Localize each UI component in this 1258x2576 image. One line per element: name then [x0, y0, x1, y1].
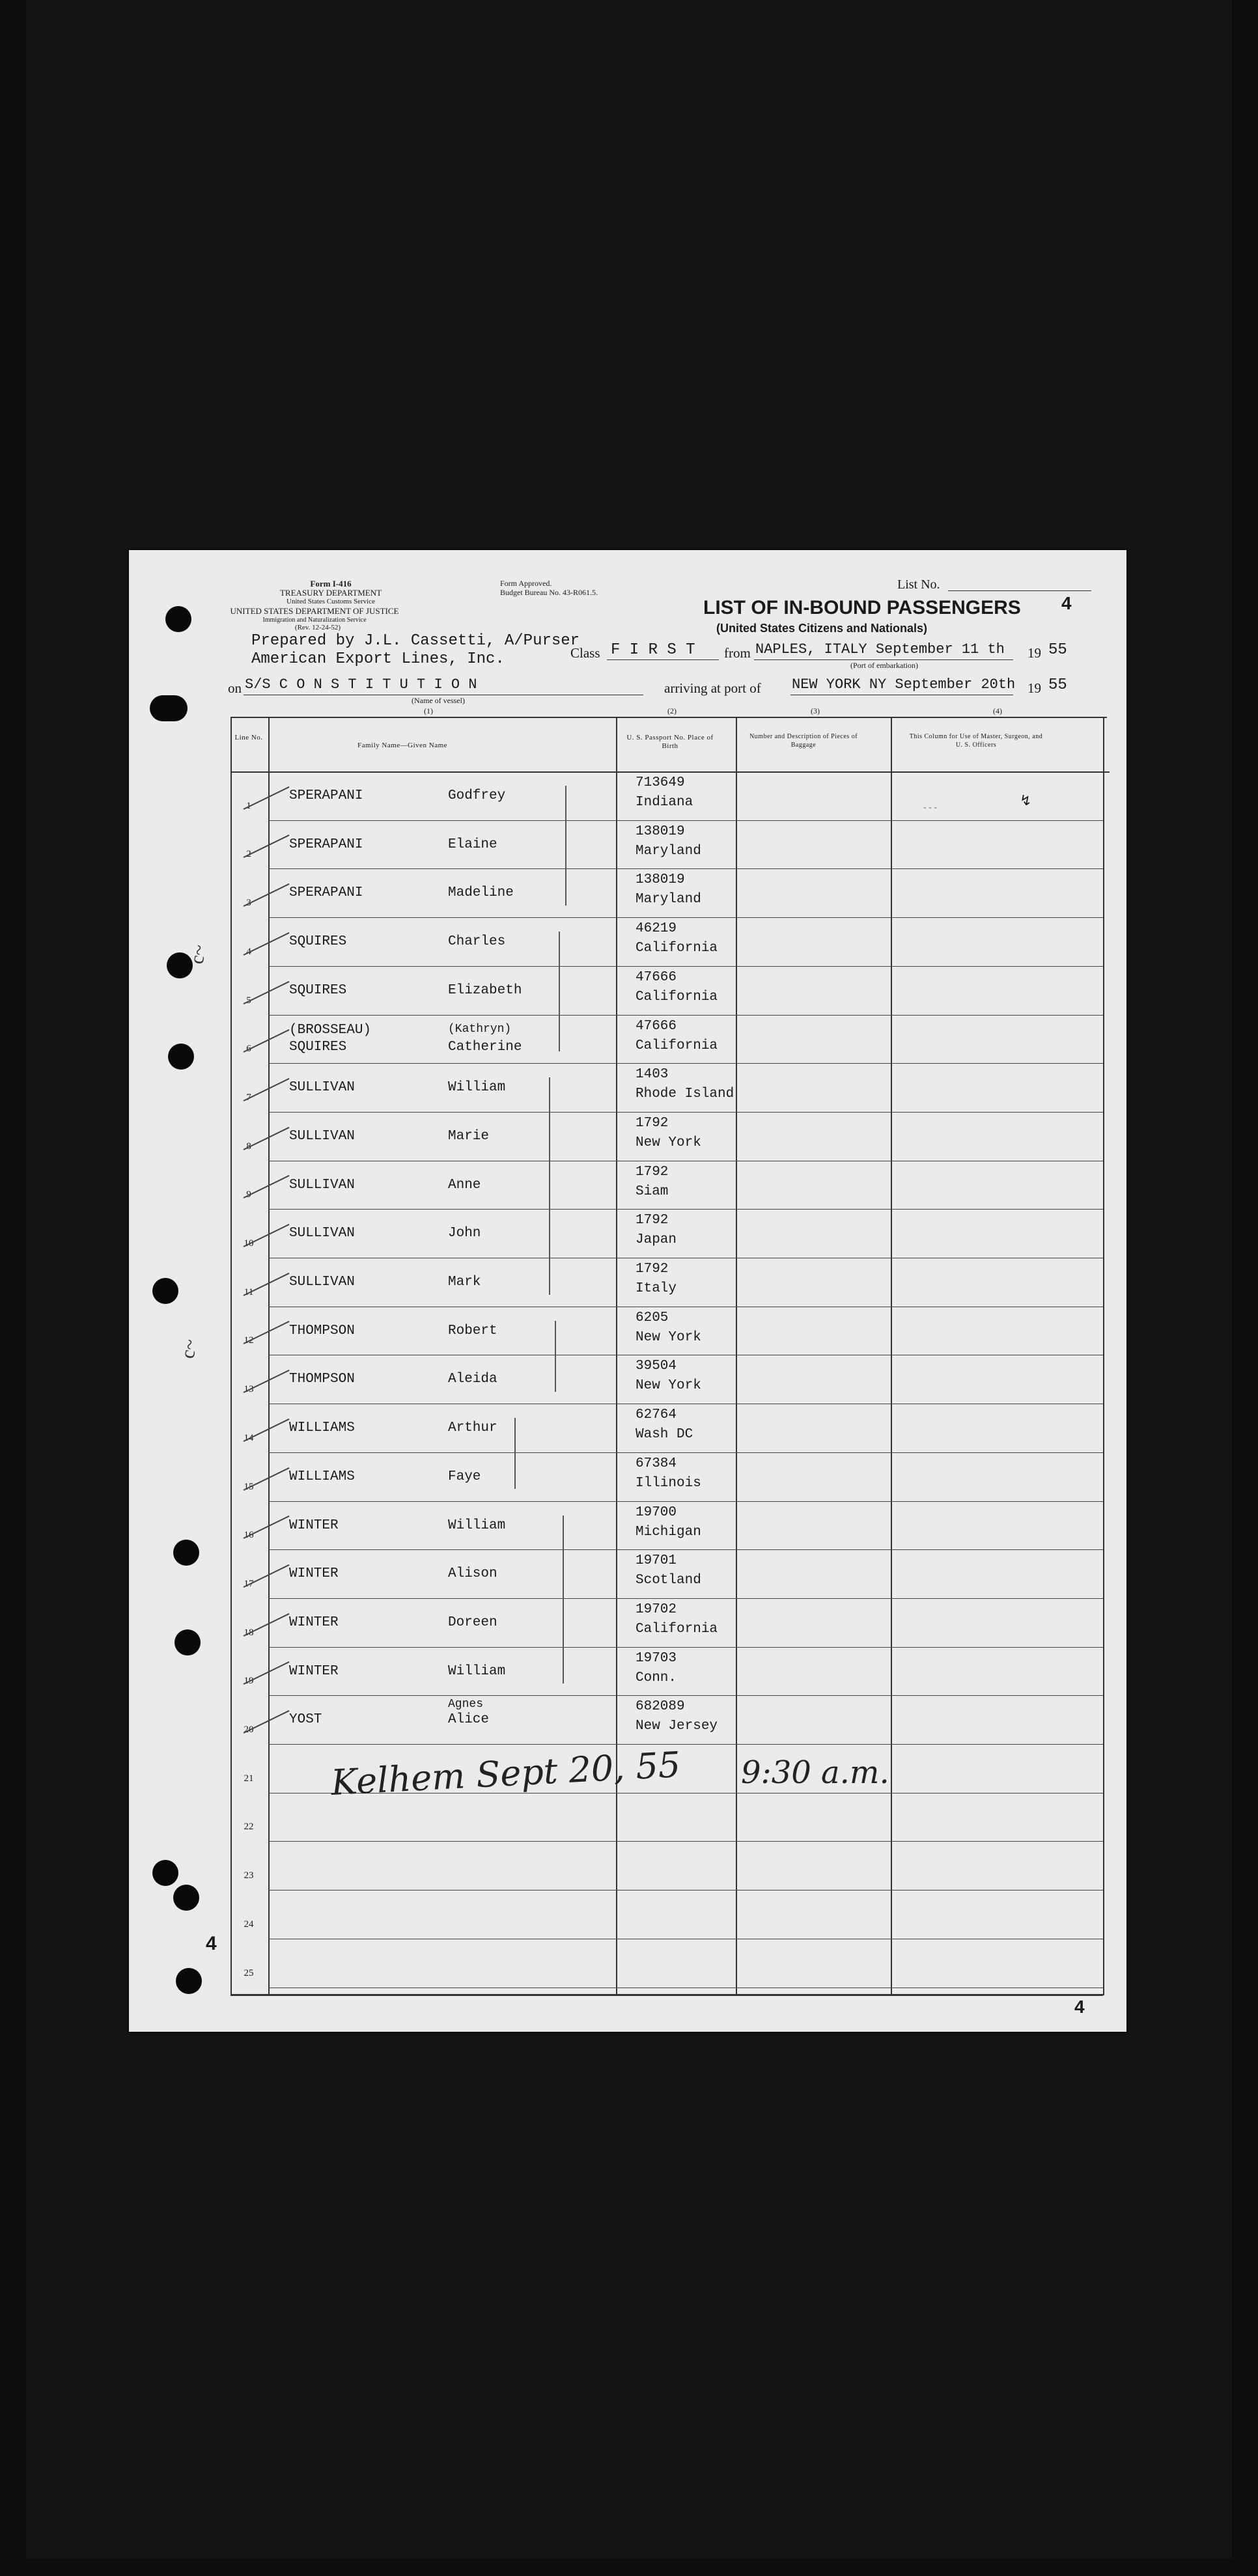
given-name: Godfrey: [448, 788, 506, 803]
place-of-birth: New York: [636, 1329, 701, 1345]
budget-bureau: Budget Bureau No. 43-R061.5.: [500, 588, 598, 597]
given-name: Mark: [448, 1275, 481, 1290]
row-check-stroke: [244, 980, 290, 1004]
given-name: Doreen: [448, 1614, 497, 1630]
officer-tick-mark: ↯: [1020, 792, 1032, 809]
place-of-birth: Illinois: [636, 1475, 701, 1491]
col-num-3: (3): [811, 706, 820, 715]
family-group-bracket: [559, 932, 560, 1051]
given-name: Madeline: [448, 885, 514, 901]
row-check-stroke: [244, 1613, 290, 1637]
on-label: on: [228, 680, 242, 696]
passport-number: 682089: [636, 1699, 685, 1715]
row-check-stroke: [244, 835, 290, 858]
place-of-birth: Maryland: [636, 892, 701, 907]
row-check-stroke: [244, 1370, 290, 1393]
table-top-rule: [231, 717, 1107, 718]
given-name: Aleida: [448, 1372, 497, 1387]
justice-dept: UNITED STATES DEPARTMENT OF JUSTICE: [230, 606, 399, 616]
row-rule: [268, 1647, 1103, 1648]
row-number: 25: [244, 1967, 254, 1978]
row-number: 14: [244, 1432, 254, 1443]
family-name: WINTER: [289, 1663, 339, 1679]
margin-number: 4: [206, 1933, 217, 1954]
row-check-stroke: [244, 1419, 290, 1442]
row-rule: [268, 868, 1103, 869]
line-col-right: [268, 717, 270, 1995]
given-name: Robert: [448, 1323, 497, 1338]
row-check-stroke: [244, 1175, 290, 1198]
passenger-table: [129, 550, 1126, 2032]
row-rule: [268, 1987, 1103, 1988]
family-group-bracket: [563, 1516, 564, 1684]
row-number: 19: [244, 1676, 254, 1687]
row-number: 1: [246, 800, 251, 811]
row-number: 18: [244, 1627, 254, 1638]
form-subtitle: (United States Citizens and Nationals): [716, 622, 928, 635]
row-rule: [268, 820, 1103, 821]
family-name: SULLIVAN: [289, 1177, 355, 1193]
list-number-value: 4: [1061, 593, 1072, 613]
row-check-stroke: [244, 1078, 290, 1101]
given-name-note: Agnes: [448, 1698, 484, 1711]
vessel-caption: (Name of vessel): [412, 696, 465, 705]
given-name: Elaine: [448, 837, 497, 852]
row-number: 6: [246, 1044, 251, 1055]
handwritten-signature-date: Kelhem Sept 20, 55: [329, 1743, 682, 1804]
arriving-label: arriving at port of: [664, 680, 761, 696]
port-embark-caption: (Port of embarkation): [850, 661, 918, 670]
row-number: 12: [244, 1335, 254, 1346]
col-num-4: (4): [993, 706, 1002, 715]
place-of-birth: New York: [636, 1378, 701, 1394]
family-name: THOMPSON: [289, 1372, 355, 1387]
row-check-stroke: [244, 1029, 290, 1053]
row-rule: [268, 1209, 1103, 1210]
row-number: 2: [246, 849, 251, 860]
passport-number: 19703: [636, 1650, 677, 1666]
row-number: 9: [246, 1189, 251, 1200]
row-number: 5: [246, 995, 251, 1006]
passport-number: 62764: [636, 1407, 677, 1423]
col-num-1: (1): [424, 706, 433, 715]
row-check-stroke: [244, 1710, 290, 1734]
year2-suffix: 55: [1048, 676, 1067, 694]
given-name: Alison: [448, 1566, 497, 1582]
family-name: WINTER: [289, 1566, 339, 1582]
form-number: Form I-416: [310, 579, 352, 589]
place-of-birth: California: [636, 1621, 718, 1637]
given-name: Elizabeth: [448, 982, 522, 998]
arrival-value: NEW YORK NY September 20th: [792, 676, 1016, 693]
family-name: YOST: [289, 1712, 322, 1728]
row-rule: [268, 1015, 1103, 1016]
row-check-stroke: [244, 932, 290, 956]
passport-number: 19701: [636, 1553, 677, 1569]
from-value: NAPLES, ITALY September 11 th: [755, 641, 1005, 658]
family-name: SULLIVAN: [289, 1226, 355, 1241]
place-of-birth: Michigan: [636, 1524, 701, 1540]
passport-number: 1792: [636, 1262, 669, 1277]
row-rule: [268, 1841, 1103, 1842]
row-rule: [268, 1695, 1103, 1696]
family-name: SULLIVAN: [289, 1128, 355, 1144]
given-name: Anne: [448, 1177, 481, 1193]
hdr-line-no: Line No.: [234, 734, 263, 741]
place-of-birth: Siam: [636, 1184, 669, 1199]
family-name: THOMPSON: [289, 1323, 355, 1338]
place-of-birth: Italy: [636, 1281, 677, 1296]
given-name: John: [448, 1226, 481, 1241]
row-check-stroke: [244, 786, 290, 810]
passport-number: 6205: [636, 1310, 669, 1325]
family-group-bracket: [514, 1418, 516, 1489]
row-check-stroke: [244, 1564, 290, 1588]
place-of-birth: Scotland: [636, 1573, 701, 1588]
class-value: F I R S T: [611, 641, 695, 659]
line-col-left: [231, 717, 232, 1995]
passport-number: 46219: [636, 921, 677, 937]
place-of-birth: California: [636, 989, 718, 1004]
row-number: 10: [244, 1238, 254, 1249]
passport-number: 47666: [636, 1018, 677, 1034]
given-name: William: [448, 1663, 506, 1679]
place-of-birth: Japan: [636, 1232, 677, 1248]
family-name: SPERAPANI: [289, 885, 363, 901]
family-group-bracket: [565, 786, 566, 906]
family-name: WINTER: [289, 1517, 339, 1533]
handwritten-time: 9:30 a.m.: [741, 1754, 889, 1791]
place-of-birth: Rhode Island: [636, 1087, 734, 1102]
hdr-officers: This Column for Use of Master, Surgeon, and U. S. Officers: [909, 733, 1043, 749]
given-name: Arthur: [448, 1420, 497, 1436]
passport-number: 713649: [636, 775, 685, 790]
given-name: William: [448, 1080, 506, 1096]
family-name: SPERAPANI: [289, 837, 363, 852]
given-name: Alice: [448, 1712, 490, 1728]
given-name: Charles: [448, 934, 506, 950]
place-of-birth: Wash DC: [636, 1427, 693, 1443]
margin-check-mark: c~: [176, 1337, 202, 1361]
family-name: WINTER: [289, 1614, 339, 1630]
row-number: 11: [244, 1286, 254, 1297]
family-group-bracket: [555, 1321, 556, 1392]
given-name-note: (Kathryn): [448, 1022, 512, 1036]
row-number: 4: [246, 946, 251, 957]
family-name: SPERAPANI: [289, 788, 363, 803]
row-number: 13: [244, 1384, 254, 1395]
baggage-col-right: [891, 717, 892, 1995]
name-col-right: [616, 717, 617, 1995]
row-check-stroke: [244, 1321, 290, 1344]
passport-number: 138019: [636, 824, 685, 839]
family-name: SULLIVAN: [289, 1275, 355, 1290]
row-rule: [268, 1744, 1103, 1745]
row-rule: [268, 1063, 1103, 1064]
row-rule: [268, 917, 1103, 918]
passport-number: 19702: [636, 1601, 677, 1617]
row-number: 22: [244, 1821, 254, 1833]
revision-date: (Rev. 12-24-52): [294, 624, 341, 631]
table-header-rule: [231, 771, 1110, 773]
class-label: Class: [570, 645, 600, 661]
given-name: William: [448, 1517, 506, 1533]
row-number: 24: [244, 1918, 254, 1930]
year1-suffix: 55: [1048, 641, 1067, 659]
place-of-birth: California: [636, 941, 718, 956]
row-check-stroke: [244, 1467, 290, 1490]
passport-number: 47666: [636, 969, 677, 985]
given-name: Catherine: [448, 1039, 522, 1055]
row-check-stroke: [244, 1273, 290, 1296]
row-check-stroke: [244, 883, 290, 907]
family-name: WILLIAMS: [289, 1420, 355, 1436]
row-rule: [268, 1549, 1103, 1550]
customs-service: United States Customs Service: [287, 598, 375, 605]
hdr-name: Family Name—Given Name: [357, 741, 448, 749]
hdr-passport: U. S. Passport No. Place of Birth: [626, 734, 714, 750]
row-check-stroke: [244, 1516, 290, 1539]
row-rule: [268, 1452, 1103, 1453]
from-label: from: [724, 645, 751, 661]
footer-page-number: 4: [1074, 1997, 1085, 2017]
passport-number: 1403: [636, 1067, 669, 1083]
place-of-birth: New Jersey: [636, 1719, 718, 1734]
family-name: SULLIVAN: [289, 1080, 355, 1096]
family-name: SQUIRES: [289, 934, 347, 950]
family-name: WILLIAMS: [289, 1469, 355, 1484]
row-number: 16: [244, 1530, 254, 1541]
family-name: SQUIRES: [289, 982, 347, 998]
prepared-by: Prepared by J.L. Cassetti, A/Purser: [251, 632, 580, 650]
manifest-page: [129, 550, 1126, 2032]
passport-number: 138019: [636, 872, 685, 888]
passport-number: 39504: [636, 1359, 677, 1374]
passport-number: 19700: [636, 1504, 677, 1520]
given-name: Marie: [448, 1128, 490, 1144]
family-name-note: (BROSSEAU): [289, 1022, 372, 1038]
row-number: 20: [244, 1724, 254, 1735]
table-bottom-rule: [231, 1994, 1103, 1996]
year2-prefix: 19: [1027, 680, 1041, 696]
row-rule: [268, 966, 1103, 967]
treasury-dept: TREASURY DEPARTMENT: [279, 588, 382, 598]
row-number: 3: [246, 898, 251, 909]
row-number: 15: [244, 1481, 254, 1492]
passport-number: 1792: [636, 1115, 669, 1131]
place-of-birth: New York: [636, 1135, 701, 1150]
hdr-baggage: Number and Description of Pieces of Baggage: [749, 733, 858, 749]
family-group-bracket: [549, 1077, 550, 1295]
row-check-stroke: [244, 1127, 290, 1150]
row-rule: [268, 1598, 1103, 1599]
row-number: 23: [244, 1870, 254, 1881]
row-number: 7: [246, 1092, 251, 1103]
margin-check-mark: c~: [186, 943, 211, 966]
family-name: SQUIRES: [289, 1039, 347, 1055]
row-number: 17: [244, 1578, 254, 1589]
passport-number: 1792: [636, 1213, 669, 1228]
place-of-birth: Maryland: [636, 843, 701, 859]
row-rule: [268, 1501, 1103, 1502]
officer-dash-mark: - - -: [923, 803, 937, 812]
table-right: [1103, 717, 1104, 1995]
vessel-value: S/S C O N S T I T U T I O N: [245, 676, 477, 693]
row-check-stroke: [244, 1224, 290, 1247]
row-number: 8: [246, 1141, 251, 1152]
year1-prefix: 19: [1027, 645, 1041, 661]
list-number-label: List No.: [897, 577, 940, 592]
place-of-birth: California: [636, 1038, 718, 1053]
place-of-birth: Indiana: [636, 795, 693, 810]
ins-service: Immigration and Naturalization Service: [262, 616, 367, 624]
line-company: American Export Lines, Inc.: [251, 650, 505, 668]
passport-col-right: [736, 717, 737, 1995]
col-num-2: (2): [667, 706, 677, 715]
row-check-stroke: [244, 1661, 290, 1685]
passport-number: 1792: [636, 1164, 669, 1180]
given-name: Faye: [448, 1469, 481, 1484]
row-rule: [268, 1112, 1103, 1113]
form-title: LIST OF IN-BOUND PASSENGERS: [703, 597, 1021, 618]
passport-number: 67384: [636, 1456, 677, 1471]
row-number: 21: [244, 1773, 254, 1784]
place-of-birth: Conn.: [636, 1670, 677, 1685]
form-approved: Form Approved.: [500, 579, 552, 588]
